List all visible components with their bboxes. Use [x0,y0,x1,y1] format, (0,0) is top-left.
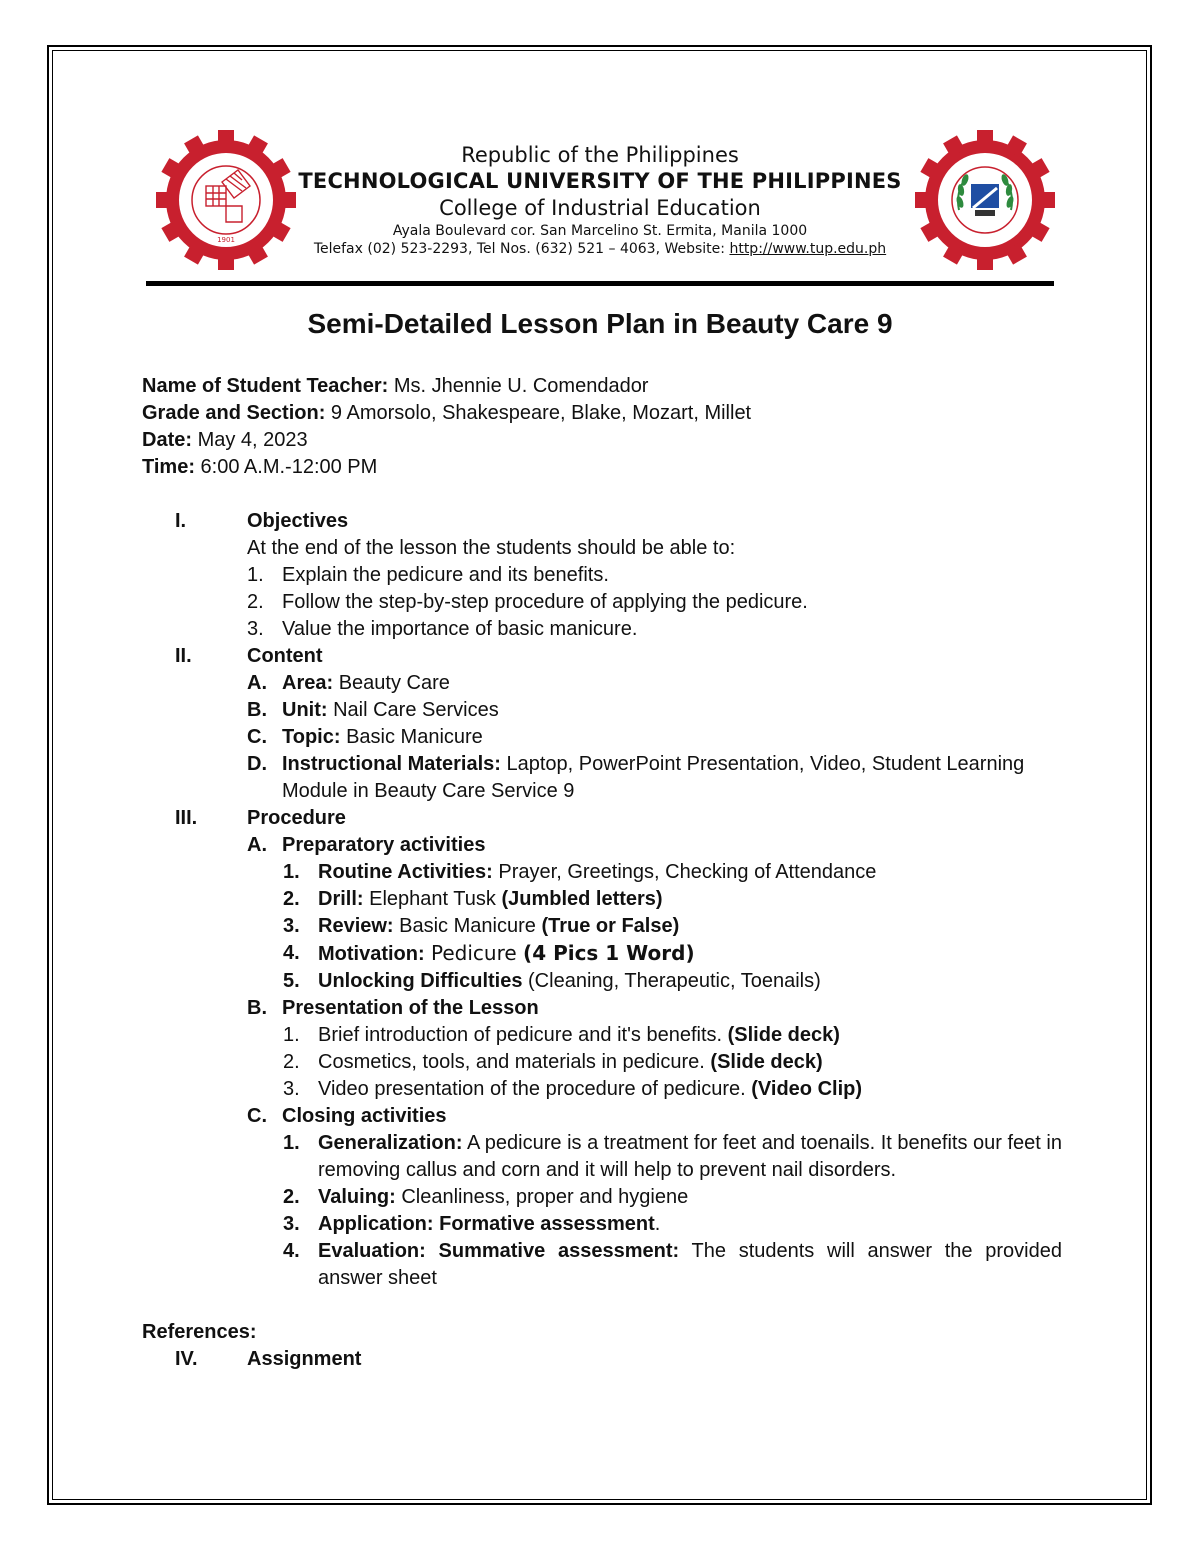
republic-line: Republic of the Philippines [461,143,739,167]
subsection-presentation: B. Presentation of the Lesson [247,997,539,1019]
list-item: 4. Evaluation: Summative assessment: The students will answer the provided answer sheet [283,1240,1062,1289]
list-item: C. Topic: Basic Manicure [247,726,483,748]
list-item: 5. Unlocking Difficulties (Cleaning, Therapeutic, Toenails) [283,970,821,992]
grade-row: Grade and Section: 9 Amorsolo, Shakespeare, Blake, Mozart, Millet [142,402,752,424]
document-title: Semi-Detailed Lesson Plan in Beauty Care 9 [307,308,893,339]
svg-text:1901: 1901 [217,236,235,244]
time-row: Time: 6:00 A.M.-12:00 PM [142,456,378,478]
list-item: B. Unit: Nail Care Services [247,699,499,721]
list-item: 3. Review: Basic Manicure (True or False) [283,915,680,937]
list-item: 3. Value the importance of basic manicure. [247,618,638,640]
lesson-plan-body [142,373,1062,1373]
university-name: TECHNOLOGICAL UNIVERSITY OF THE PHILIPPINES [298,169,902,193]
objectives-intro: At the end of the lesson the students should be able to: [247,537,736,559]
list-item: 2. Drill: Elephant Tusk (Jumbled letters) [283,888,663,910]
list-item: 2. Cosmetics, tools, and materials in pedicure. (Slide deck) [283,1051,823,1073]
date-row: Date: May 4, 2023 [142,429,308,451]
list-item: 2. Follow the step-by-step procedure of applying the pedicure. [247,591,808,613]
teacher-row: Name of Student Teacher: Ms. Jhennie U. Comendador [142,375,649,397]
college-name: College of Industrial Education [439,196,761,220]
list-item: 1. Explain the pedicure and its benefits. [247,564,609,586]
telefax-text: Telefax (02) 523-2293, Tel Nos. (632) 521 – 4063, Website: [313,241,730,257]
college-seal-icon [915,130,1055,270]
header-rule [146,281,1054,286]
subsection-closing: C. Closing activities [247,1105,447,1127]
references-label: References: [142,1321,257,1343]
list-item: 3. Application: Formative assessment. [283,1213,661,1235]
list-item: A. Area: Beauty Care [247,672,450,694]
section-objectives: I. Objectives [175,510,349,532]
subsection-preparatory: A. Preparatory activities [247,834,486,856]
section-assignment: IV. Assignment [175,1348,362,1370]
list-item: 1. Brief introduction of pedicure and it's benefits. (Slide deck) [283,1024,840,1046]
list-item: 3. Video presentation of the procedure of pedicure. (Video Clip) [283,1078,863,1100]
section-content: II. Content [175,645,323,667]
list-item: 2. Valuing: Cleanliness, proper and hygiene [283,1186,689,1208]
website-link[interactable]: http://www.tup.edu.ph [729,241,887,257]
list-item: 4. Motivation: Pedicure (4 Pics 1 Word) [283,941,695,965]
address-line: Ayala Boulevard cor. San Marcelino St. Ermita, Manila 1000 [392,223,808,239]
section-procedure: III. Procedure [175,807,346,829]
letterhead [146,142,1054,292]
list-item: 1. Generalization: A pedicure is a treatment for feet and toenails. It benefits our feet in removing callus and corn and it will help to prevent nail disorders. [283,1132,1062,1181]
list-item: 1. Routine Activities: Prayer, Greetings, Checking of Attendance [283,861,877,883]
list-item: D. Instructional Materials: Laptop, PowerPoint Presentation, Video, Student Learning Module in Beauty Care Service 9 [247,753,1025,802]
